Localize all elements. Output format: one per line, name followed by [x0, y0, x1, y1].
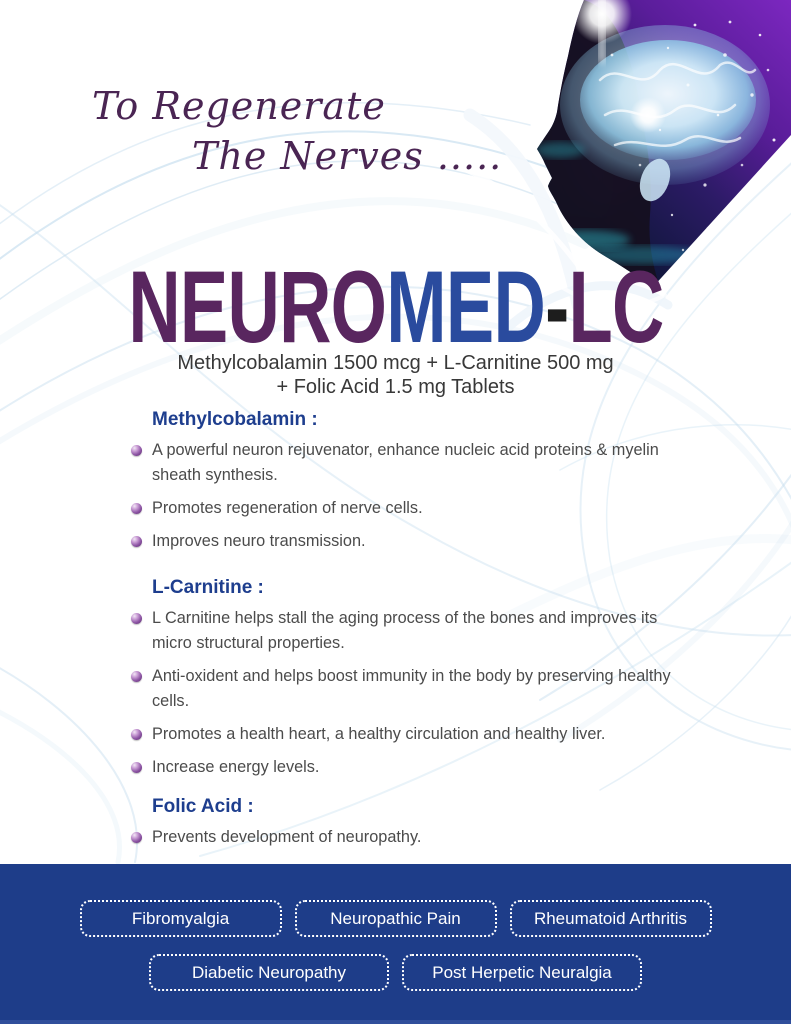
bullet-sphere-icon [131, 613, 142, 624]
bullet-item: Anti-oxident and helps boost immunity in the body by preserving healthy cells. [131, 664, 687, 714]
indication-pill-post-herpetic-neuralgia: Post Herpetic Neuralgia [402, 954, 642, 991]
tagline-line1: To Regenerate [92, 84, 386, 128]
indication-pill-neuropathic-pain: Neuropathic Pain [295, 900, 497, 937]
bullet-item: Prevents development of neuropathy. [131, 825, 421, 850]
brand-part-lc: LC [568, 250, 664, 364]
bullet-item: Promotes a health heart, a healthy circulation and healthy liver. [131, 722, 687, 747]
composition-line1: Methylcobalamin 1500 mcg + L-Carnitine 500 mg [177, 352, 614, 374]
indication-pill-fibromyalgia: Fibromyalgia [80, 900, 282, 937]
bullet-sphere-icon [131, 832, 142, 843]
bullet-sphere-icon [131, 762, 142, 773]
bullet-item: Increase energy levels. [131, 755, 687, 780]
bullet-item: Improves neuro transmission. [131, 529, 687, 554]
tagline-line2: The Nerves ..... [192, 134, 503, 178]
brand-dash: - [544, 250, 569, 364]
composition-line2: + Folic Acid 1.5 mg Tablets [276, 376, 515, 398]
bullet-sphere-icon [131, 536, 142, 547]
bullet-sphere-icon [131, 729, 142, 740]
section-folic-acid [131, 795, 421, 858]
bullet-sphere-icon [131, 503, 142, 514]
bullet-sphere-icon [131, 671, 142, 682]
section-heading: L-Carnitine : [152, 577, 264, 598]
brand-part-med: MED [385, 250, 545, 364]
composition-text [0, 351, 791, 399]
indication-pill-diabetic-neuropathy: Diabetic Neuropathy [149, 954, 389, 991]
bullet-item: Promotes regeneration of nerve cells. [131, 496, 687, 521]
section-heading: Folic Acid : [152, 796, 254, 817]
bullet-sphere-icon [131, 445, 142, 456]
bullet-item: A powerful neuron rejuvenator, enhance nucleic acid proteins & myelin sheath synthesis. [131, 438, 687, 488]
brand-part-neuro: NEURO [127, 250, 386, 364]
section-methylcobalamin [131, 408, 687, 562]
section-l-carnitine [131, 576, 687, 788]
section-heading: Methylcobalamin : [152, 409, 318, 430]
indications-footer-band [0, 864, 791, 1024]
indication-pill-rheumatoid-arthritis: Rheumatoid Arthritis [510, 900, 712, 937]
bullet-item: L Carnitine helps stall the aging process of the bones and improves its micro structural properties. [131, 606, 687, 656]
